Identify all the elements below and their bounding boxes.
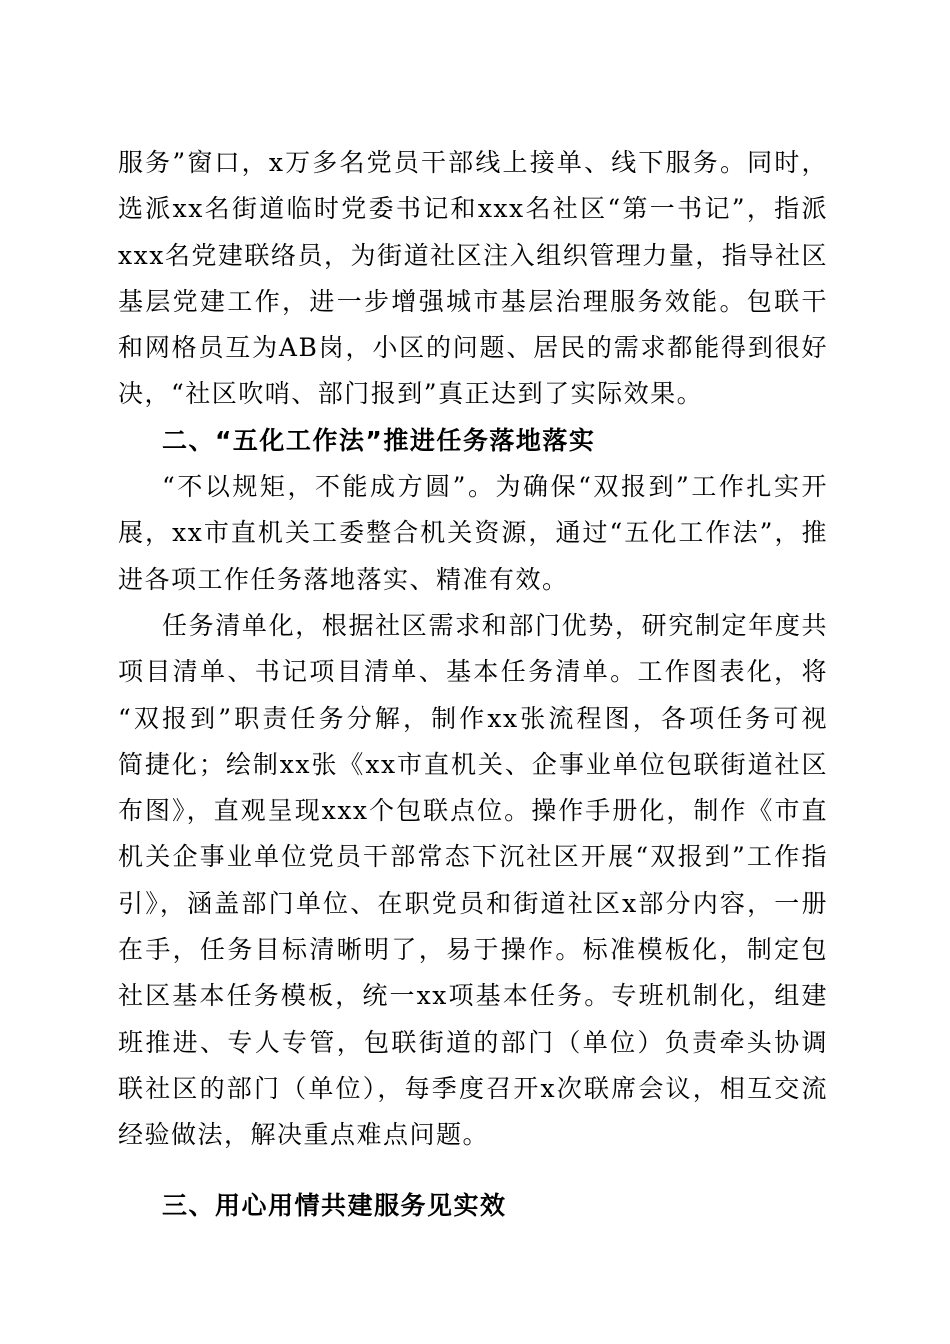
text-line: xxx名党建联络员，为街道社区注入组织管理力量，指导社区 [118, 240, 828, 270]
text-line: 布图》，直观呈现xxx个包联点位。操作手册化，制作《市直 [118, 796, 828, 826]
text-line: 任务清单化，根据社区需求和部门优势，研究制定年度共 [162, 610, 828, 640]
text-line: 和网格员互为AB岗，小区的问题、居民的需求都能得到很好 [118, 333, 828, 363]
text-line: 进各项工作任务落地落实、精准有效。 [118, 564, 569, 594]
section-heading-2: 二、“五化工作法”推进任务落地落实 [162, 425, 596, 455]
document-body [118, 140, 828, 1229]
text-line: 班推进、专人专管，包联街道的部门（单位）负责牵头协调 [118, 1027, 828, 1057]
text-line: 项目清单、书记项目清单、基本任务清单。工作图表化，将 [118, 657, 828, 687]
text-line: “不以规矩，不能成方圆”。为确保“双报到”工作扎实开 [162, 472, 828, 502]
text-line: 服务”窗口，x万多名党员干部线上接单、线下服务。同时， [118, 148, 828, 177]
text-line: 基层党建工作，进一步增强城市基层治理服务效能。包联干 [118, 286, 828, 316]
text-line: 社区基本任务模板，统一xx项基本任务。专班机制化，组建 [118, 981, 828, 1011]
text-line: 联社区的部门（单位），每季度召开x次联席会议，相互交流 [118, 1073, 828, 1103]
text-line: 经验做法，解决重点难点问题。 [118, 1120, 490, 1150]
text-line: 简捷化；绘制xx张《xx市直机关、企事业单位包联街道社区 [118, 749, 828, 779]
paragraph-3 [118, 603, 828, 1159]
text-line: 引》，涵盖部门单位、在职党员和街道社区x部分内容，一册 [118, 888, 828, 918]
text-line: 机关企事业单位党员干部常态下沉社区开展“双报到”工作指 [118, 842, 828, 872]
text-line: 选派xx名街道临时党委书记和xxx名社区“第一书记”，指派 [118, 194, 828, 224]
text-line: 决，“社区吹哨、部门报到”真正达到了实际效果。 [118, 379, 704, 409]
paragraph-1 [118, 140, 828, 418]
section-heading-3: 三、用心用情共建服务见实效 [162, 1190, 507, 1220]
text-line: “双报到”职责任务分解，制作xx张流程图，各项任务可视 [118, 703, 828, 733]
paragraph-2 [118, 464, 828, 603]
text-line: 在手，任务目标清晰明了，易于操作。标准模板化，制定包 [118, 935, 828, 965]
text-line: 展，xx市直机关工委整合机关资源，通过“五化工作法”，推 [118, 518, 828, 548]
